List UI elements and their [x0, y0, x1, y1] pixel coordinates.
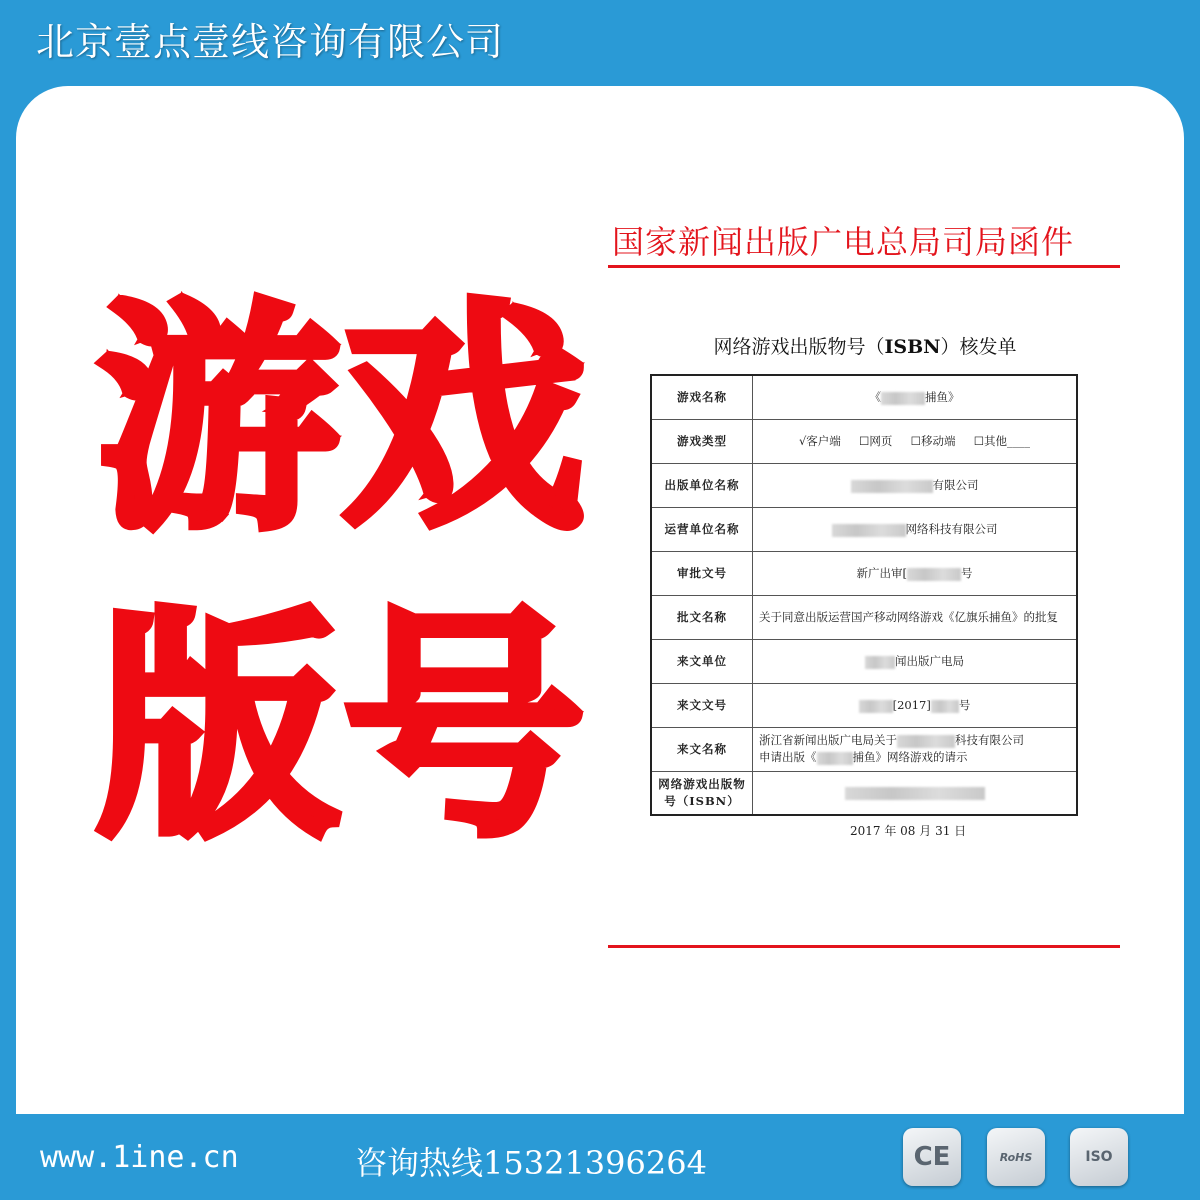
form-title: 网络游戏出版物号（ISBN）核发单 [713, 336, 1017, 358]
source-name-value: 浙江省新闻出版广电局关于 科技有限公司 申请出版《 捕鱼》网络游戏的请示 [753, 727, 1078, 771]
game-type-options [753, 419, 1078, 463]
ce-cert-icon: CE [903, 1128, 961, 1186]
isbn-form-table [650, 374, 1078, 816]
redacted-blur [851, 480, 933, 493]
table-row [651, 419, 1077, 463]
source-unit-value: 闻出版广电局 [753, 639, 1078, 683]
document-header: 国家新闻出版广电总局司局函件 [612, 223, 1075, 261]
redacted-blur [832, 524, 906, 537]
table-row [651, 507, 1077, 551]
table-row [651, 463, 1077, 507]
redacted-blur [931, 700, 959, 713]
row-label: 来文文号 [651, 683, 753, 727]
game-type-option: ☐网页 [859, 434, 893, 448]
website-url[interactable]: www.1ine.cn [40, 1140, 239, 1175]
table-row [651, 375, 1077, 419]
row-label: 游戏类型 [651, 419, 753, 463]
operator-value: 网络科技有限公司 [753, 507, 1078, 551]
row-label: 审批文号 [651, 551, 753, 595]
table-row [651, 727, 1077, 771]
row-label: 来文单位 [651, 639, 753, 683]
publisher-value: 有限公司 [753, 463, 1078, 507]
row-label: 出版单位名称 [651, 463, 753, 507]
redacted-blur [907, 568, 961, 581]
table-row [651, 683, 1077, 727]
rohs-cert-icon: RoHS [987, 1128, 1045, 1186]
hotline-text: 咨询热线15321396264 [355, 1144, 707, 1182]
table-row [651, 595, 1077, 639]
game-type-option: ☐移动端 [910, 434, 956, 448]
footer-divider [608, 945, 1120, 948]
row-label: 来文名称 [651, 727, 753, 771]
issue-date: 2017 年 08 月 31 日 [850, 824, 967, 838]
game-type-option: ☐其他____ [973, 434, 1031, 448]
header-divider [608, 265, 1120, 268]
isbn-value [753, 771, 1078, 815]
hero-text-license: 版号 [98, 588, 591, 868]
redacted-blur [897, 735, 955, 748]
approval-number-value: 新广出审[ 号 [753, 551, 1078, 595]
hero-text-game: 游戏 [98, 280, 591, 560]
approval-name-value: 关于同意出版运营国产移动网络游戏《亿旗乐捕鱼》的批复 [753, 595, 1078, 639]
game-type-option: √客户端 [798, 434, 841, 448]
row-label: 批文名称 [651, 595, 753, 639]
redacted-blur [859, 700, 893, 713]
game-name-value: 《 捕鱼》 [753, 375, 1078, 419]
redacted-blur [845, 787, 985, 800]
company-name: 北京壹点壹线咨询有限公司 [36, 20, 505, 64]
redacted-blur [817, 752, 853, 765]
redacted-blur [865, 656, 895, 669]
redacted-blur [881, 392, 925, 405]
source-number-value: [2017] 号 [753, 683, 1078, 727]
row-label: 运营单位名称 [651, 507, 753, 551]
form-title-isbn: ISBN [884, 336, 941, 358]
iso-cert-icon: ISO [1070, 1128, 1128, 1186]
row-label: 游戏名称 [651, 375, 753, 419]
table-row [651, 771, 1077, 815]
table-row [651, 639, 1077, 683]
table-row [651, 551, 1077, 595]
row-label: 网络游戏出版物号（ISBN） [651, 771, 753, 815]
